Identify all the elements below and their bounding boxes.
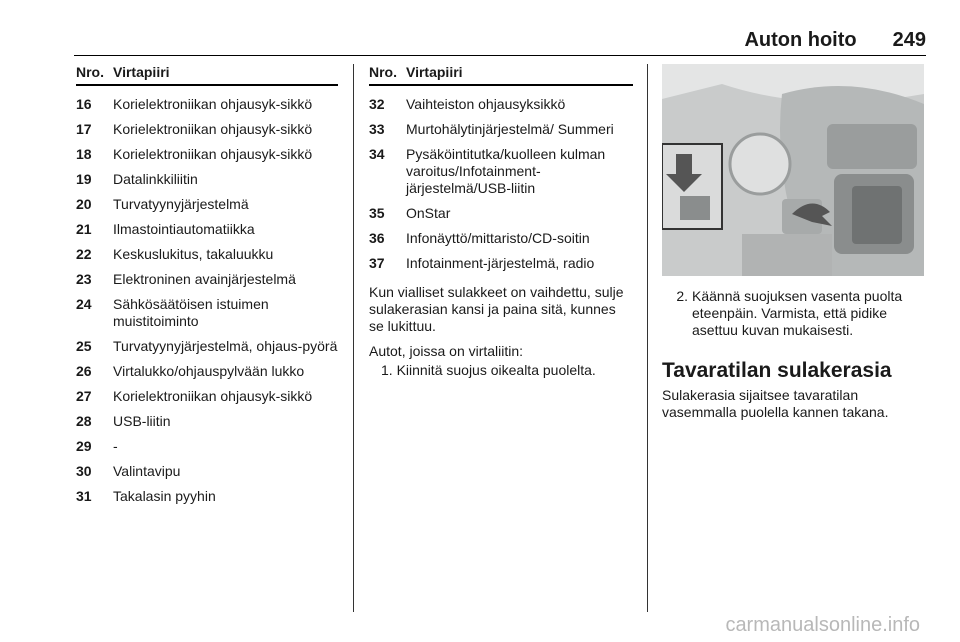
table-row <box>76 96 338 113</box>
column-divider-2 <box>647 64 648 612</box>
table-row <box>76 246 338 263</box>
table-row <box>369 255 633 272</box>
fuse-number: 36 <box>369 230 385 246</box>
paragraph-power-outlet: Autot, joissa on virtaliitin: <box>369 343 524 359</box>
fuse-circuit: Elektroninen avainjärjestelmä <box>113 271 296 287</box>
fuse-circuit: Infotainment-järjestelmä, radio <box>406 255 595 271</box>
table-row <box>76 171 338 188</box>
table-header <box>76 64 338 86</box>
fuse-circuit: Takalasin pyyhin <box>113 488 216 504</box>
col-circuit-header: Virtapiiri <box>113 64 170 80</box>
fuse-cover-photo <box>662 64 924 276</box>
table-row <box>369 205 633 222</box>
page-header <box>74 29 926 51</box>
fuse-circuit: Vaihteiston ohjausyksikkö <box>406 96 566 112</box>
table-row <box>369 230 633 247</box>
paragraph-trunk-fuse-box: Sulakerasia sijaitsee tavaratilan vasemmalla puolella kannen takana. <box>662 387 889 420</box>
page-number: 249 <box>892 29 926 51</box>
fuse-circuit: Ilmastointiautomatiikka <box>113 221 255 237</box>
fuse-number: 29 <box>76 438 92 454</box>
table-row <box>369 96 633 113</box>
fuse-circuit: Turvatyynyjärjestelmä <box>113 196 249 212</box>
table-header <box>369 64 633 86</box>
fuse-circuit: Korielektroniikan ohjausyk-sikkö <box>113 146 313 162</box>
fuse-number: 34 <box>369 146 385 162</box>
fuse-number: 20 <box>76 196 92 212</box>
table-row <box>76 221 338 238</box>
fuse-circuit: - <box>113 438 118 454</box>
fuse-circuit: Korielektroniikan ohjausyk-sikkö <box>113 121 313 137</box>
table-row <box>76 363 338 380</box>
fuse-number: 23 <box>76 271 92 287</box>
fuse-table-left <box>76 64 338 513</box>
fuse-number: 37 <box>369 255 385 271</box>
table-row <box>76 296 338 330</box>
table-row <box>76 438 338 455</box>
fuse-number: 30 <box>76 463 92 479</box>
col-no-header: Nro. <box>369 64 397 80</box>
step-1: 1. Kiinnitä suojus oikealta puolelta. <box>381 362 596 378</box>
section-heading-trunk-fuse-box: Tavaratilan sulakerasia <box>662 359 892 382</box>
table-row <box>76 146 338 163</box>
header-rule <box>74 55 926 56</box>
watermark: carmanualsonline.info <box>725 614 920 636</box>
fuse-table-right-column <box>369 64 633 379</box>
table-row <box>76 463 338 480</box>
fuse-circuit: Infonäyttö/mittaristo/CD-soitin <box>406 230 590 246</box>
step-2-text: Käännä suojuksen vasenta puolta eteenpäin. Varmista, että pidike asettuu kuvan mukaisesti. <box>692 288 903 338</box>
table-row <box>76 196 338 213</box>
fuse-circuit: Pysäköintitutka/kuolleen kulman varoitus/Infotainment-järjestelmä/USB-liitin <box>406 146 606 196</box>
col-circuit-header: Virtapiiri <box>406 64 463 80</box>
fuse-number: 26 <box>76 363 92 379</box>
fuse-circuit: Murtohälytinjärjestelmä/ Summeri <box>406 121 614 137</box>
fuse-circuit: Virtalukko/ohjauspylvään lukko <box>113 363 305 379</box>
right-column <box>662 64 926 421</box>
column-divider-1 <box>353 64 354 612</box>
fuse-number: 27 <box>76 388 92 404</box>
table-row <box>76 413 338 430</box>
fuse-circuit: Korielektroniikan ohjausyk-sikkö <box>113 388 313 404</box>
fuse-circuit: Korielektroniikan ohjausyk-sikkö <box>113 96 313 112</box>
table-row <box>76 271 338 288</box>
step-2-number: 2. <box>676 288 688 304</box>
fuse-number: 17 <box>76 121 92 137</box>
table-row <box>76 388 338 405</box>
step-2 <box>662 288 926 339</box>
fuse-number: 32 <box>369 96 385 112</box>
fuse-number: 22 <box>76 246 92 262</box>
fuse-circuit: Sähkösäätöisen istuimen muistitoiminto <box>113 296 269 329</box>
fuse-number: 19 <box>76 171 92 187</box>
fuse-number: 18 <box>76 146 92 162</box>
col-no-header: Nro. <box>76 64 104 80</box>
table-row <box>369 121 633 138</box>
fuse-number: 24 <box>76 296 92 312</box>
console-illustration <box>662 64 924 276</box>
section-title: Auton hoito <box>744 29 857 51</box>
fuse-circuit: Valintavipu <box>113 463 181 479</box>
fuse-number: 31 <box>76 488 92 504</box>
table-row <box>76 121 338 138</box>
table-row <box>76 488 338 505</box>
fuse-number: 28 <box>76 413 92 429</box>
table-row <box>76 338 338 355</box>
fuse-circuit: Turvatyynyjärjestelmä, ohjaus-pyörä <box>113 338 338 354</box>
fuse-number: 21 <box>76 221 92 237</box>
fuse-circuit: OnStar <box>406 205 451 221</box>
paragraph-replace-fuses: Kun vialliset sulakkeet on vaihdettu, sulje sulakerasian kansi ja paina sitä, kunnes se lukittuu. <box>369 284 624 334</box>
fuse-circuit: Keskuslukitus, takaluukku <box>113 246 274 262</box>
fuse-number: 16 <box>76 96 92 112</box>
fuse-number: 33 <box>369 121 385 137</box>
fuse-circuit: Datalinkkiliitin <box>113 171 198 187</box>
fuse-number: 35 <box>369 205 385 221</box>
fuse-number: 25 <box>76 338 92 354</box>
fuse-circuit: USB-liitin <box>113 413 171 429</box>
table-row <box>369 146 633 197</box>
